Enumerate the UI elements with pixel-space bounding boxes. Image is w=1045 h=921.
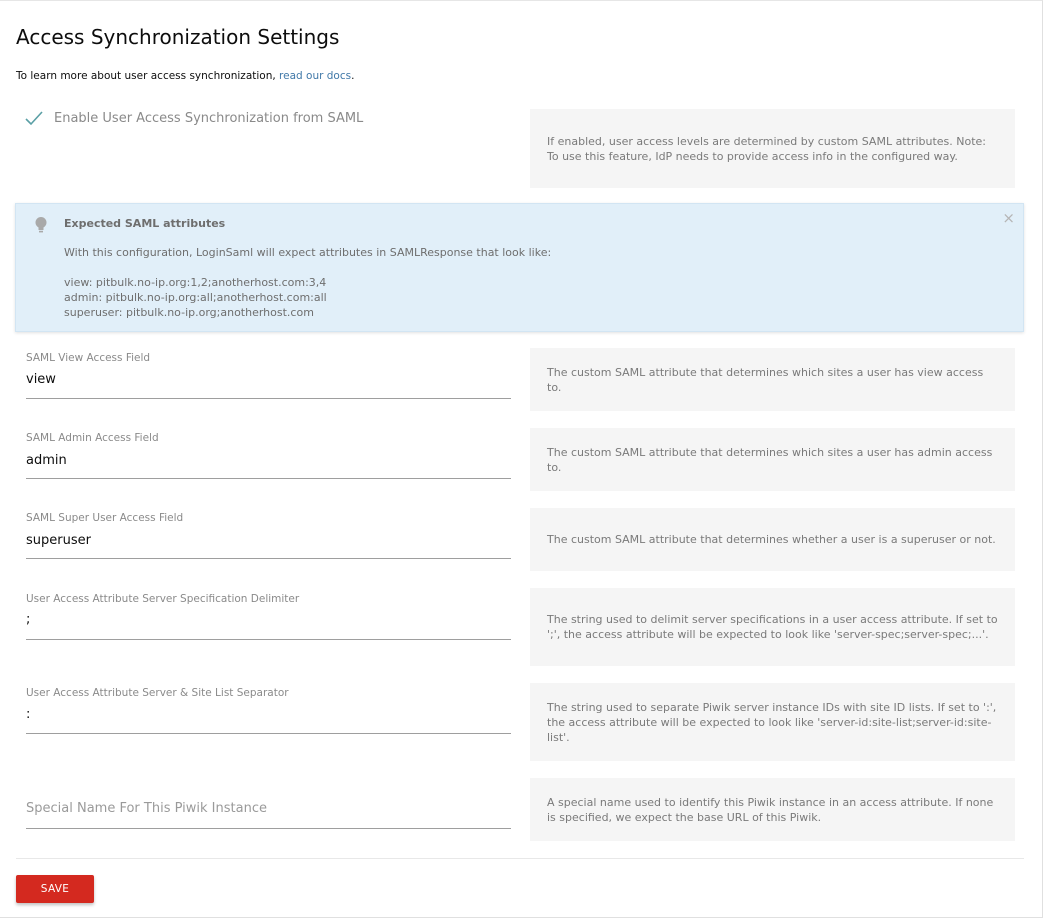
delimiter-field[interactable] (26, 590, 511, 642)
separator-help (530, 683, 1015, 761)
delimiter-input[interactable]: ; (26, 612, 31, 627)
footer-divider (16, 858, 1024, 859)
view-access-field[interactable] (26, 349, 511, 401)
superuser-access-field[interactable] (26, 509, 511, 561)
enable-sync-label[interactable]: Enable User Access Synchronization from SAML (54, 110, 364, 126)
superuser-access-help-text: The custom SAML attribute that determines whether a user is a superuser or not. (547, 533, 996, 546)
instance-name-field[interactable] (26, 779, 511, 831)
enable-sync-checkbox[interactable] (24, 108, 363, 128)
instance-name-help-text: A special name used to identify this Piwik instance in an access attribute. If none is specified, we expect the base URL of this Piwik. (547, 795, 994, 824)
intro-text (16, 70, 354, 82)
instance-name-underline (26, 828, 511, 829)
intro-suffix: . (351, 70, 355, 82)
checkmark-icon[interactable] (24, 108, 44, 128)
view-access-help-text: The custom SAML attribute that determines which sites a user has view access to. (547, 365, 984, 394)
lightbulb-icon (34, 216, 48, 234)
separator-underline (26, 733, 511, 734)
view-access-input[interactable]: view (26, 372, 56, 387)
admin-access-help-text: The custom SAML attribute that determines which sites a user has admin access to. (547, 445, 993, 474)
instance-name-help (530, 778, 1015, 841)
delimiter-help (530, 588, 1015, 666)
enable-sync-help (530, 109, 1015, 188)
view-access-label: SAML View Access Field (26, 352, 151, 364)
notice-heading: Expected SAML attributes (64, 217, 226, 230)
admin-access-input[interactable]: admin (26, 453, 67, 468)
admin-access-help (530, 428, 1015, 491)
save-button[interactable]: SAVE (16, 875, 94, 903)
view-access-underline (26, 398, 511, 399)
view-access-help (530, 348, 1015, 411)
expected-attributes-notice (15, 203, 1024, 332)
notice-line-superuser: superuser: pitbulk.no-ip.org;anotherhost.com (64, 306, 314, 319)
separator-label: User Access Attribute Server & Site List Separator (26, 687, 289, 699)
enable-sync-help-text: If enabled, user access levels are determined by custom SAML attributes. Note: To use this feature, IdP needs to provide access info in the configured way. (547, 134, 987, 163)
delimiter-underline (26, 639, 511, 640)
separator-field[interactable] (26, 684, 511, 736)
delimiter-help-text: The string used to delimit server specifications in a user access attribute. If set to ';', the access attribute will be expected to look like 'server-spec;server-spec;...'. (547, 613, 998, 641)
admin-access-label: SAML Admin Access Field (26, 432, 159, 444)
notice-intro: With this configuration, LoginSaml will expect attributes in SAMLResponse that look like: (64, 246, 552, 259)
admin-access-underline (26, 478, 511, 479)
notice-body (64, 245, 551, 320)
intro-text-label: To learn more about user access synchronization, (16, 70, 280, 82)
separator-help-text: The string used to separate Piwik server instance IDs with site ID lists. If set to ':', the access attribute will be expected to look like 'server-id:site-list;server-id:site-list'. (547, 700, 997, 744)
delimiter-label: User Access Attribute Server Specification Delimiter (26, 593, 300, 605)
superuser-access-underline (26, 558, 511, 559)
notice-line-view: view: pitbulk.no-ip.org:1,2;anotherhost.com:3,4 (64, 276, 327, 289)
superuser-access-label: SAML Super User Access Field (26, 512, 184, 524)
admin-access-field[interactable] (26, 429, 511, 481)
separator-input[interactable]: : (26, 707, 31, 722)
superuser-access-input[interactable]: superuser (26, 533, 91, 548)
page-title: Access Synchronization Settings (16, 25, 340, 49)
notice-line-admin: admin: pitbulk.no-ip.org:all;anotherhost.com:all (64, 291, 327, 304)
close-icon[interactable]: × (1002, 209, 1015, 227)
superuser-access-help (530, 508, 1015, 571)
docs-link[interactable]: read our docs (279, 70, 352, 82)
instance-name-input[interactable]: Special Name For This Piwik Instance (26, 801, 267, 816)
